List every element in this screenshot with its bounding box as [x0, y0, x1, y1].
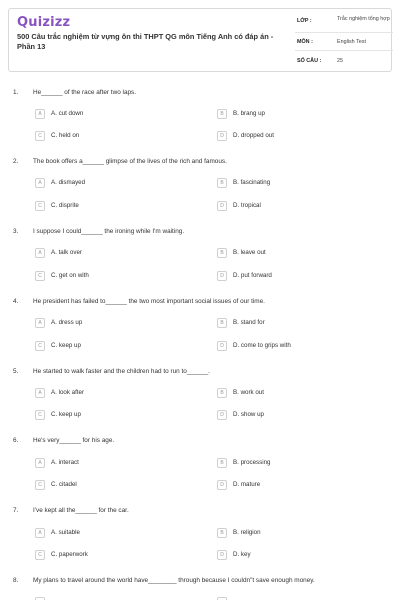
question-number: 5.	[13, 368, 19, 375]
option-label: B. work out	[233, 389, 264, 396]
quizizz-logo: Quizizz	[17, 15, 71, 30]
option-key: B	[217, 178, 227, 188]
meta-count	[295, 51, 393, 73]
question-text: I've kept all the______ for the car.	[33, 507, 129, 514]
meta-subject-value: English Test	[337, 39, 366, 45]
option-label: D. put forward	[233, 272, 272, 279]
option-label: C. citadel	[51, 481, 77, 488]
question-number: 7.	[13, 507, 19, 514]
option-label: A. cut down	[51, 110, 84, 117]
option-label: D. tropical	[233, 202, 261, 209]
question-number: 4.	[13, 298, 19, 305]
option-label: C. keep up	[51, 342, 81, 349]
question-text: The book offers a______ glimpse of the lives of the rich and famous.	[33, 158, 227, 165]
option-label: B. religion	[233, 529, 261, 536]
option-key: D	[217, 410, 227, 420]
option-label: A. talk over	[51, 249, 82, 256]
option-label: B. brang up	[233, 110, 265, 117]
option-key: A	[35, 318, 45, 328]
option-key: C	[35, 410, 45, 420]
meta-count-value: 25	[337, 58, 343, 64]
option-label: B. processing	[233, 459, 271, 466]
option-label: D. key	[233, 551, 251, 558]
option-key: B	[217, 388, 227, 398]
question-number: 8.	[13, 577, 19, 584]
question-number: 6.	[13, 437, 19, 444]
option-key: B	[217, 248, 227, 258]
meta-info	[295, 9, 393, 73]
option-label: D. dropped out	[233, 132, 274, 139]
option-key: A	[35, 178, 45, 188]
option-key: C	[35, 201, 45, 211]
option-label: A. suitable	[51, 529, 80, 536]
option-key: C	[35, 480, 45, 490]
option-key: A	[35, 248, 45, 258]
question-number: 1.	[13, 89, 19, 96]
option-label: B. stand for	[233, 319, 265, 326]
option-key: B	[217, 109, 227, 119]
option-label: A. dress up	[51, 319, 83, 326]
meta-subject	[295, 33, 393, 51]
option-key: A	[35, 388, 45, 398]
meta-class	[295, 9, 393, 33]
meta-subject-label: MÔN :	[297, 39, 313, 45]
option-key: A	[35, 528, 45, 538]
question-text: He president has failed to______ the two most important social issues of our time.	[33, 298, 265, 305]
option-key: C	[35, 341, 45, 351]
meta-count-label: SỐ CÂU :	[297, 58, 322, 64]
option-key: B	[217, 318, 227, 328]
option-key: D	[217, 201, 227, 211]
option-key: A	[35, 458, 45, 468]
meta-class-value: Trắc nghiệm tổng hợp	[337, 16, 390, 22]
option-key: B	[217, 528, 227, 538]
option-label: C. disprite	[51, 202, 79, 209]
option-label: A. dismayed	[51, 179, 86, 186]
option-key: A	[35, 109, 45, 119]
option-label: C. held on	[51, 132, 80, 139]
document-title: 500 Câu trắc nghiệm từ vựng ôn thi THPT QG môn Tiếng Anh có đáp án - Phần 13	[17, 32, 274, 51]
option-key: C	[35, 271, 45, 281]
option-label: B. fascinating	[233, 179, 271, 186]
option-label: D. show up	[233, 411, 264, 418]
option-key: C	[35, 550, 45, 560]
question-text: My plans to travel around the world have________ through because I couldn"t save enough money.	[33, 577, 315, 584]
option-label: B. leave out	[233, 249, 266, 256]
meta-class-label: LỚP :	[297, 18, 312, 24]
option-label: A. interact	[51, 459, 79, 466]
option-key: B	[217, 458, 227, 468]
option-label: D. mature	[233, 481, 261, 488]
question-text: I suppose I could______ the ironing while I'm waiting.	[33, 228, 185, 235]
question-number: 2.	[13, 158, 19, 165]
option-key: D	[217, 271, 227, 281]
worksheet-header	[8, 8, 392, 72]
option-label: C. get on with	[51, 272, 89, 279]
option-key: D	[217, 131, 227, 141]
option-label: A. look after	[51, 389, 85, 396]
option-key: C	[35, 131, 45, 141]
question-number: 3.	[13, 228, 19, 235]
option-label: C. paperwork	[51, 551, 88, 558]
option-key: D	[217, 480, 227, 490]
option-label: D. come to grips with	[233, 342, 291, 349]
option-label: C. keep up	[51, 411, 81, 418]
question-text: He started to walk faster and the children had to run to______.	[33, 368, 210, 375]
option-key: D	[217, 550, 227, 560]
option-key: D	[217, 341, 227, 351]
question-text: He's very______ for his age.	[33, 437, 115, 444]
question-text: He______ of the race after two laps.	[33, 89, 137, 96]
